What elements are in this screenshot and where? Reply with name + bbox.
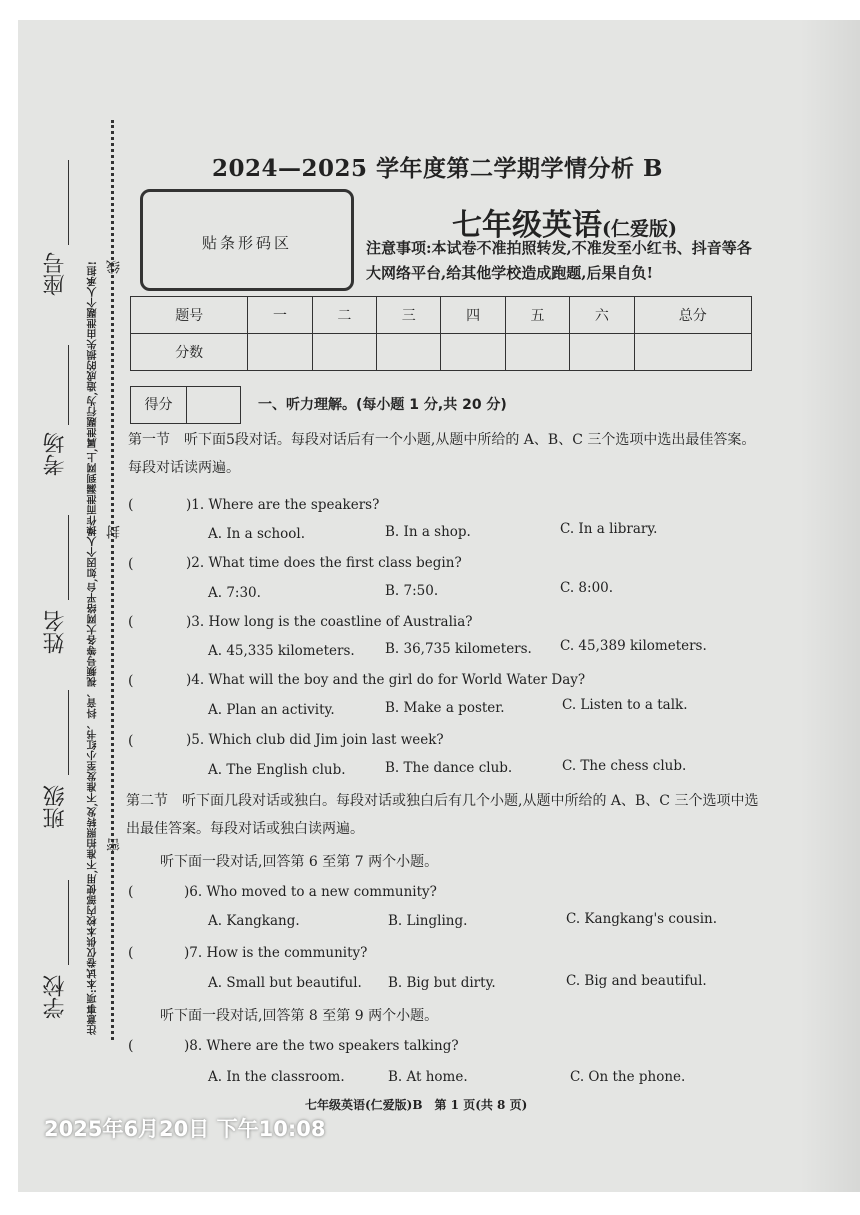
option-2b: B. 7:50. [385, 583, 439, 599]
option-5c: C. The chess club. [562, 758, 687, 774]
option-4c: C. Listen to a talk. [562, 697, 688, 713]
question-5: )5. Which club did Jim join last week? [186, 732, 444, 748]
score-cell[interactable] [377, 334, 441, 371]
answer-paren[interactable]: ( [128, 1038, 134, 1054]
option-8a: A. In the classroom. [208, 1069, 345, 1085]
option-3b: B. 36,735 kilometers. [385, 641, 532, 657]
option-7b: B. Big but dirty. [388, 975, 496, 991]
score-table [130, 296, 752, 371]
group-instruction-6-7: 听下面一段对话,回答第 6 至第 7 两个小题。 [160, 854, 439, 870]
option-5a: A. The English club. [208, 762, 346, 778]
exam-title: 2024—2025 学年度第二学期学情分析 B [212, 155, 663, 182]
score-table-value-row [131, 334, 752, 371]
field-label-seat: 座号 [43, 252, 68, 296]
option-7c: C. Big and beautiful. [566, 973, 707, 989]
score-header-cell: 总分 [634, 297, 751, 334]
barcode-label: 贴条形码区 [201, 234, 292, 252]
question-4: )4. What will the boy and the girl do for World Water Day? [186, 672, 586, 688]
option-1a: A. In a school. [208, 526, 306, 542]
option-2c: C. 8:00. [560, 580, 614, 596]
score-table-header-row [131, 297, 752, 334]
field-label-name: 姓名 [43, 610, 68, 654]
part2-instructions: 第二节 听下面几段对话或独白。每段对话或独白后有几个小题,从题中所给的 A、B、C 三个选项中选出最佳答案。每段对话或独白读两遍。 [126, 793, 759, 837]
field-line-school[interactable] [68, 880, 69, 965]
seal-char-mi: 密 [106, 838, 122, 852]
option-3a: A. 45,335 kilometers. [208, 643, 355, 659]
score-header-cell: 题号 [131, 297, 248, 334]
option-8c: C. On the phone. [570, 1069, 686, 1085]
answer-paren[interactable]: ( [128, 945, 134, 961]
answer-paren[interactable]: ( [128, 497, 134, 513]
score-cell[interactable] [248, 334, 312, 371]
score-cell[interactable] [441, 334, 505, 371]
section-score-box [130, 386, 241, 424]
answer-paren[interactable]: ( [128, 884, 134, 900]
question-3: )3. How long is the coastline of Australia? [186, 614, 473, 630]
score-header-cell: 三 [377, 297, 441, 334]
question-8: )8. Where are the two speakers talking? [184, 1038, 459, 1054]
answer-paren[interactable]: ( [128, 733, 134, 749]
score-cell[interactable] [634, 334, 751, 371]
page-footer: 七年级英语(仁爱版)B 第 1 页(共 8 页) [305, 1098, 528, 1112]
answer-paren[interactable]: ( [128, 614, 134, 630]
part1-instructions: 第一节 听下面5段对话。每段对话后有一个小题,从题中所给的 A、B、C 三个选项中选出最佳答案。每段对话读两遍。 [128, 432, 756, 476]
seal-char-feng: 封 [106, 525, 122, 539]
field-label-class: 班级 [43, 785, 68, 829]
option-1c: C. In a library. [560, 521, 658, 537]
score-cell[interactable] [570, 334, 634, 371]
score-header-cell: 六 [570, 297, 634, 334]
answer-paren[interactable]: ( [128, 556, 134, 572]
score-header-cell: 一 [248, 297, 312, 334]
option-2a: A. 7:30. [208, 585, 261, 601]
field-line-class[interactable] [68, 690, 69, 775]
field-line-seat[interactable] [68, 160, 69, 245]
score-cell[interactable] [505, 334, 569, 371]
section-title: 一、听力理解。(每小题 1 分,共 20 分) [258, 397, 507, 413]
option-4b: B. Make a poster. [385, 700, 505, 716]
photo-timestamp: 2025年6月20日 下午10:08 [44, 1117, 326, 1141]
question-2: )2. What time does the first class begin? [186, 555, 462, 571]
option-1b: B. In a shop. [385, 524, 471, 540]
exam-notice: 注意事项:本试卷不准拍照转发,不准发至小红书、抖音等各大网络平台,给其他学校造成跑题,后果自负! [366, 239, 752, 282]
field-line-exam-room[interactable] [68, 345, 69, 425]
option-4a: A. Plan an activity. [208, 702, 335, 718]
paper-shadow [800, 20, 860, 1192]
score-row-label: 分数 [131, 334, 248, 371]
option-6b: B. Lingling. [388, 913, 468, 929]
section-score-label: 得分 [131, 387, 187, 423]
answer-paren[interactable]: ( [128, 673, 134, 689]
option-8b: B. At home. [388, 1069, 468, 1085]
question-6: )6. Who moved to a new community? [184, 884, 437, 900]
option-6a: A. Kangkang. [208, 913, 300, 929]
score-header-cell: 五 [505, 297, 569, 334]
seal-dotted-line [111, 120, 114, 1040]
option-6c: C. Kangkang's cousin. [566, 911, 718, 927]
option-5b: B. The dance club. [385, 760, 513, 776]
side-notice: 注意事项:本试卷仅供本校内部使用,不准拍照转发,不准发至小红书、抖音、视频号等各大网络平台,如因个人操作而泄漏到网上,属泄题行为,造成的损失由泄题个人承担! [88, 260, 99, 1035]
barcode-area [140, 189, 354, 291]
seal-char-xian: 线 [106, 260, 122, 274]
field-label-exam-room: 考场 [43, 432, 68, 476]
score-header-cell: 二 [312, 297, 376, 334]
option-3c: C. 45,389 kilometers. [560, 638, 707, 654]
group-instruction-8-9: 听下面一段对话,回答第 8 至第 9 两个小题。 [160, 1008, 439, 1024]
subject-edition: (仁爱版) [602, 218, 677, 240]
question-7: )7. How is the community? [184, 945, 368, 961]
question-1: )1. Where are the speakers? [186, 497, 380, 513]
field-line-name[interactable] [68, 515, 69, 600]
score-cell[interactable] [312, 334, 376, 371]
score-header-cell: 四 [441, 297, 505, 334]
subject-name: 七年级英语 [452, 208, 602, 243]
option-7a: A. Small but beautiful. [208, 975, 362, 991]
field-label-school: 学校 [43, 975, 68, 1019]
